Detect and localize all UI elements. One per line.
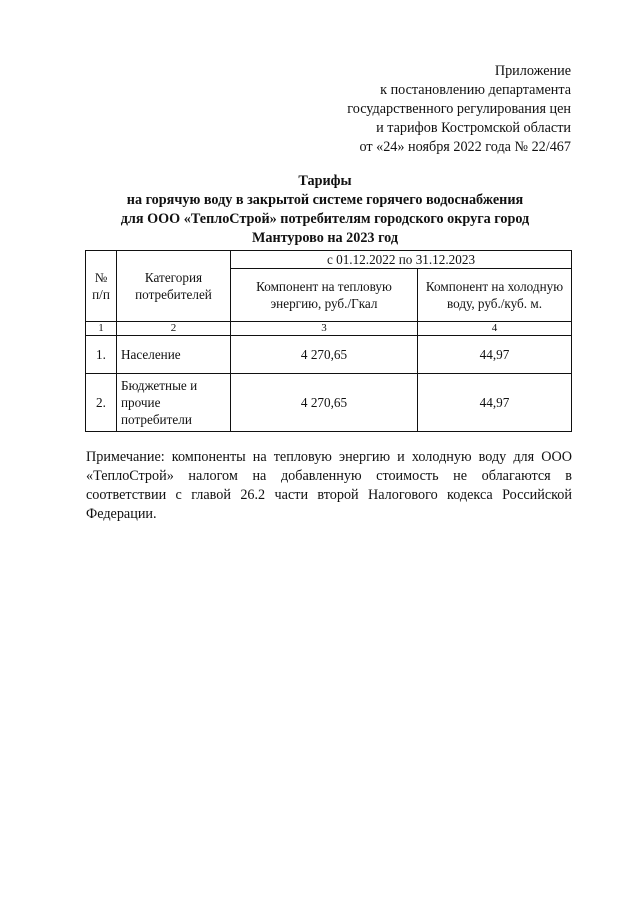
- title-line: Мантурово на 2023 год: [251, 230, 399, 246]
- row-water-value: 44,97: [418, 374, 572, 432]
- index-cell: 3: [231, 322, 418, 336]
- header-water-component: Компонент на холодную воду, руб./куб. м.: [418, 269, 572, 322]
- table-row: [86, 336, 572, 374]
- appendix-line: Приложение: [494, 63, 571, 79]
- row-category: Население: [117, 336, 231, 374]
- appendix-line: от «24» ноября 2022 года № 22/467: [359, 139, 571, 155]
- table-row: [86, 374, 572, 432]
- appendix-line: государственного регулирования цен: [347, 101, 571, 117]
- appendix-line: к постановлению департамента: [380, 82, 571, 98]
- title-line: на горячую воду в закрытой системе горячего водоснабжения: [126, 192, 524, 208]
- document-title: [70, 172, 580, 248]
- row-number: 1.: [86, 336, 117, 374]
- row-heat-value: 4 270,65: [231, 374, 418, 432]
- title-line: Тарифы: [298, 173, 352, 189]
- note-paragraph: Примечание: компоненты на тепловую энергию и холодную воду для ООО «ТеплоСтрой» налогом на добавленную стоимость не облагаются в соответствии с главой 26.2 части второй Налогового кодекса Российской Федерации.: [86, 449, 572, 522]
- header-heat-component: Компонент на тепловую энергию, руб./Гкал: [231, 269, 418, 322]
- row-heat-value: 4 270,65: [231, 336, 418, 374]
- tariffs-table: [85, 250, 572, 432]
- index-cell: 2: [117, 322, 231, 336]
- appendix-block: [347, 62, 571, 157]
- header-period: с 01.12.2022 по 31.12.2023: [231, 251, 572, 269]
- header-category: Категория потребителей: [117, 251, 231, 322]
- title-line: для ООО «ТеплоСтрой» потребителям городского округа город: [120, 211, 530, 227]
- index-row: [86, 322, 572, 336]
- row-category: Бюджетные и прочие потребители: [117, 374, 231, 432]
- header-number: № п/п: [86, 251, 117, 322]
- row-number: 2.: [86, 374, 117, 432]
- index-cell: 4: [418, 322, 572, 336]
- index-cell: 1: [86, 322, 117, 336]
- row-water-value: 44,97: [418, 336, 572, 374]
- appendix-line: и тарифов Костромской области: [376, 120, 571, 136]
- header-row: [86, 251, 572, 269]
